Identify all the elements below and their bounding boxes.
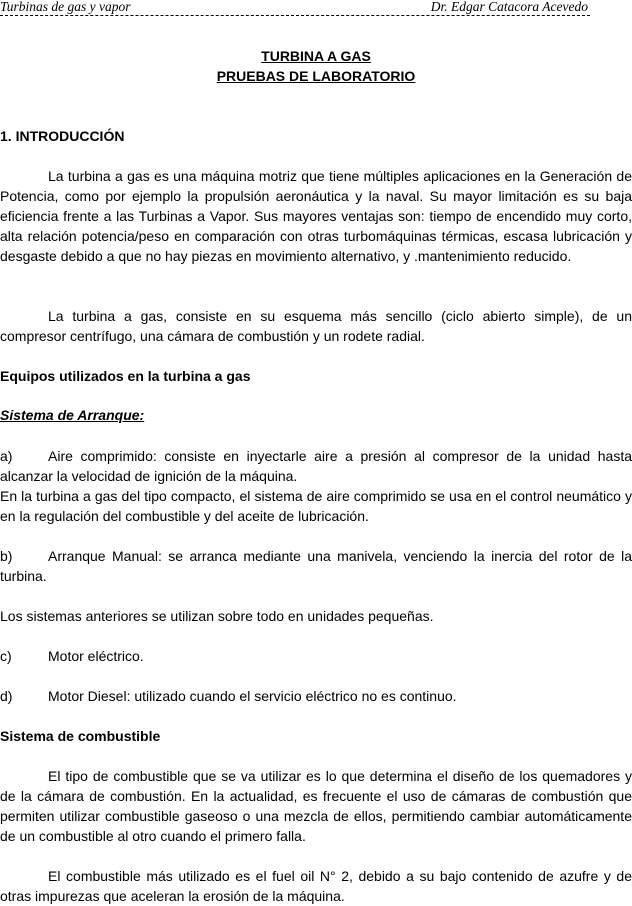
header-course-title: Turbinas de gas y vapor	[0, 0, 131, 14]
small-units-paragraph: Los sistemas anteriores se utilizan sobre todo en unidades pequeñas.	[0, 608, 434, 624]
list-marker-b: b)	[0, 548, 13, 564]
combustible-heading: Sistema de combustible	[0, 728, 161, 744]
list-marker-c: c)	[0, 648, 12, 664]
list-text-b: Arranque Manual: se arranca mediante una manivela, venciendo la inercia del rotor de la turbina.	[0, 548, 632, 584]
combustible-paragraph-2: El combustible más utilizado es el fuel oil N° 2, debido a su bajo contenido de azufre y de otras impurezas que aceleran la erosión de la máquina.	[0, 868, 632, 904]
list-item-c	[0, 646, 632, 666]
arranque-heading: Sistema de Arranque:	[0, 407, 145, 423]
list-item-a	[0, 446, 632, 486]
list-text-c: Motor eléctrico.	[48, 648, 144, 664]
list-text-d: Motor Diesel: utilizado cuando el servicio eléctrico no es continuo.	[48, 688, 457, 704]
header-author: Dr. Edgar Catacora Acevedo	[430, 0, 588, 14]
list-marker-a: a)	[0, 448, 13, 464]
compact-paragraph: En la turbina a gas del tipo compacto, el sistema de aire comprimido se usa en el control neumático y en la regulación del combustible y del aceite de lubricación.	[0, 488, 632, 524]
section-heading-introduccion: 1. INTRODUCCIÓN	[0, 128, 125, 144]
header-rule	[0, 15, 590, 16]
combustible-paragraph-1: El tipo de combustible que se va utilizar es lo que determina el diseño de los quemadores y de la cámara de combustión. En la actualidad, es frecuente el uso de cámaras de combustión que permiten utilizar combustible gaseoso o una mezcla de ellos, permitiendo cambiar automáticamente de un combustible al otro cuando el primero falla.	[0, 768, 632, 844]
list-item-b	[0, 546, 632, 586]
title-line-1: TURBINA A GAS	[261, 48, 371, 64]
list-marker-d: d)	[0, 688, 13, 704]
intro-paragraph-1: La turbina a gas es una máquina motriz que tiene múltiples aplicaciones en la Generación de Potencia, como por ejemplo la propulsión aeronáutica y la naval. Su mayor limitación es su baja eficiencia frente a las Turbinas a Vapor. Sus mayores ventajas son: tiempo de encendido muy corto, alta relación potencia/peso en comparación con otras turbomáquinas térmicas, escasa lubricación y desgaste debido a que no hay piezas en movimiento alternativo, y .mantenimiento reducido.	[0, 168, 632, 264]
title-line-2: PRUEBAS DE LABORATORIO	[216, 68, 416, 84]
intro-paragraph-2: La turbina a gas, consiste en su esquema más sencillo (ciclo abierto simple), de un compresor centrífugo, una cámara de combustión y un rodete radial.	[0, 308, 632, 344]
list-item-d	[0, 686, 632, 706]
equipos-heading: Equipos utilizados en la turbina a gas	[0, 368, 251, 384]
list-text-a: Aire comprimido: consiste en inyectarle aire a presión al compresor de la unidad hasta alcanzar la velocidad de ignición de la máquina.	[0, 448, 632, 484]
